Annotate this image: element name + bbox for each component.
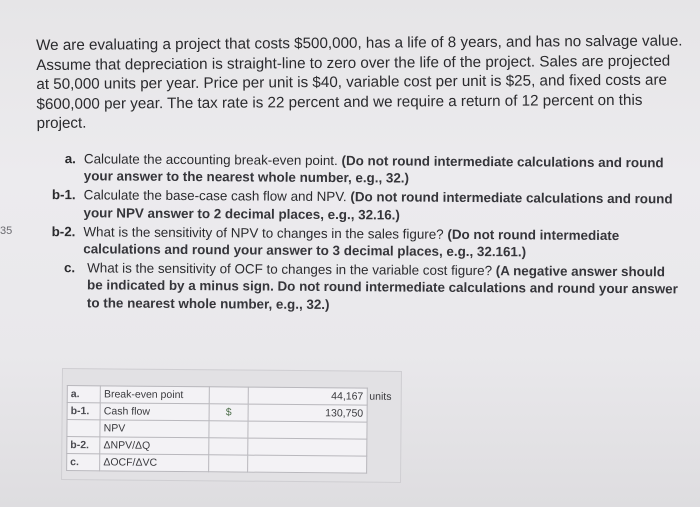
question-c [39, 259, 679, 315]
row-label: c. [67, 454, 100, 471]
question-b1 [40, 186, 680, 225]
question-text [84, 150, 680, 189]
question-instructions: (Do not round intermediate calculations and round your answer to the nearest whole number, e.g., 32.) [83, 153, 664, 186]
unit-label [366, 456, 400, 473]
question-b2 [39, 223, 679, 262]
answer-table [66, 385, 401, 474]
question-a [40, 150, 680, 189]
question-prompt: Calculate the base-case cash flow and NPV. [83, 187, 347, 205]
unit-label [366, 422, 400, 439]
answer-panel [61, 368, 402, 483]
row-label: a. [67, 386, 100, 403]
question-instructions: (Do not round intermediate calculations and round your answer to 3 decimal places, e.g., 32.161.) [83, 226, 620, 260]
npv-input[interactable] [248, 421, 367, 439]
row-description: Break-even point [100, 386, 209, 404]
question-label: a. [64, 151, 76, 167]
question-label: b-2. [51, 223, 76, 240]
question-prompt: What is the sensitivity of NPV to changes in the sales figure? [83, 224, 444, 242]
question-label: c. [63, 260, 76, 276]
question-prompt: What is the sensitivity of OCF to changes in the variable cost figure? [87, 260, 493, 279]
currency-symbol [209, 438, 247, 455]
row-description: NPV [100, 420, 209, 438]
question-text [83, 223, 679, 262]
row-label: b-1. [67, 403, 100, 420]
edge-fragment-text: 35 [0, 225, 13, 237]
unit-label [366, 439, 400, 456]
row-description: Cash flow [100, 403, 209, 421]
question-text [84, 187, 680, 226]
unit-label [367, 405, 401, 422]
problem-statement: We are evaluating a project that costs $500,000, has a life of 8 years, and has no salvage value. Assume that depreciation is straight-line to zero over the life of the project. Sales are projected at 50,000 units per year. Price per unit is $40, variable cost per unit is $25, and fixed costs are $600,000 per year. The tax rate is 22 percent and we require a return of 12 percent on this project. [36, 32, 683, 132]
currency-symbol [209, 421, 247, 438]
ocf-sensitivity-input[interactable] [247, 455, 366, 473]
row-label: b-2. [67, 437, 100, 454]
question-label: b-1. [51, 187, 76, 203]
question-text [83, 260, 679, 316]
cashflow-input[interactable]: 130,750 [248, 404, 367, 422]
npv-sensitivity-input[interactable] [247, 438, 366, 456]
currency-symbol [209, 455, 247, 472]
answer-row-ocf-sensitivity [67, 454, 400, 474]
currency-symbol: $ [210, 404, 248, 421]
question-instructions: (A negative answer should be indicated by a minus sign. Do not round intermediate calculations and round your answer to the nearest whole number, e.g., 32.) [86, 263, 678, 312]
row-label [67, 420, 100, 437]
currency-symbol [210, 387, 248, 404]
row-description: ΔNPV/ΔQ [100, 437, 209, 455]
question-instructions: (Do not round intermediate calculations and round your NPV answer to 2 decimal places, e.g., 32.16.) [83, 189, 673, 223]
question-list [39, 150, 680, 317]
question-prompt: Calculate the accounting break-even point. [83, 151, 338, 169]
row-description: ΔOCF/ΔVC [100, 454, 209, 472]
unit-label: units [369, 390, 392, 403]
breakeven-input[interactable]: 44,167 [248, 387, 367, 405]
